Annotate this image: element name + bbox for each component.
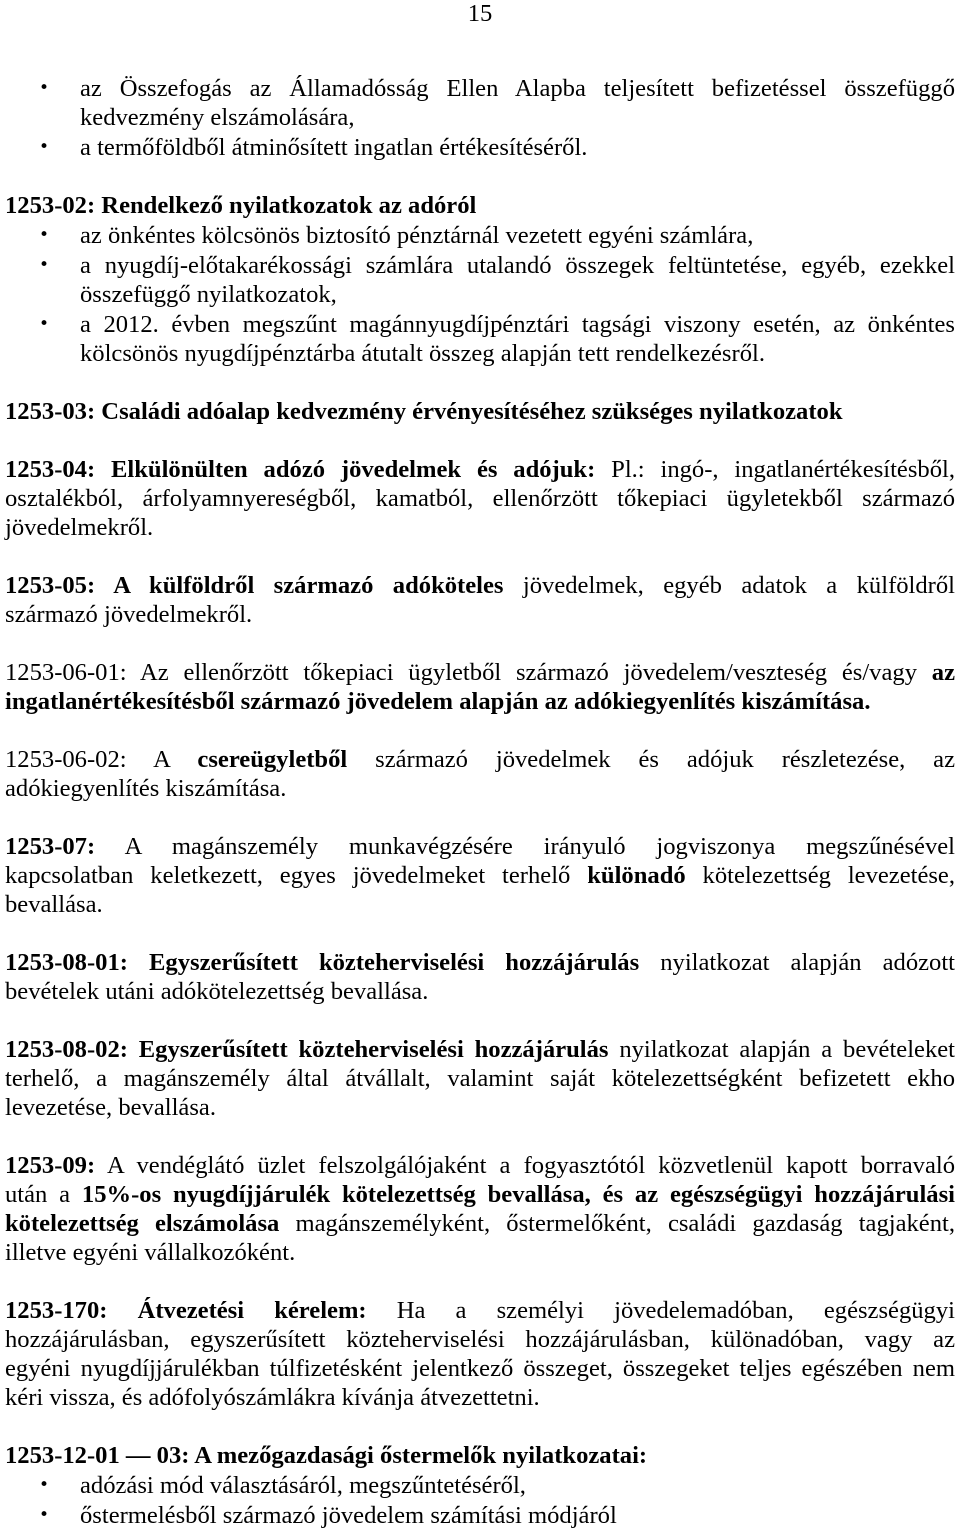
bold-text-run: 1253-08-01: Egyszerűsített közteherviselési hozzájárulás [5,949,640,976]
text-line [5,1035,955,1064]
bold-text-run: csereügyletből [197,746,348,773]
text-line [80,221,955,250]
text-line [80,1501,955,1530]
text-line [5,1180,955,1209]
text-run: kötelezettség levezetése, [685,862,955,889]
text-line [80,339,955,368]
text-run: a 2012. évben megszűnt magánnyugdíjpénztári tagsági viszony esetén, az önkéntes [80,311,955,338]
text-run: jövedelmekről. [5,514,154,541]
text-line [80,103,955,132]
section-heading [5,397,955,426]
text-run: Ha a személyi jövedelemadóban, egészségügyi [366,1297,955,1324]
list-item [5,133,955,162]
text-run: származó jövedelmek és adójuk részletezése, az [347,746,955,773]
text-run: 1253-06-02: A [5,746,198,773]
text-run: a nyugdíj-előtakarékossági számlára utalandó összegek feltüntetése, egyéb, ezekkel [80,252,955,279]
text-line [5,1093,955,1122]
text-line [5,1354,955,1383]
bold-text-run: 1253-04: Elkülönülten adózó jövedelmek és adójuk: [5,456,596,483]
text-line [5,977,955,1006]
text-line [5,455,955,484]
text-run: jövedelmek, egyéb adatok a külföldről [503,572,955,599]
text-line [5,890,955,919]
text-run: nyilatkozat alapján adózott [639,949,956,976]
text-line [5,1209,955,1238]
bold-text-run: ingatlanértékesítésből származó jövedelem alapján az adókiegyenlítés kiszámítása. [5,688,871,715]
section-heading [5,1441,955,1470]
text-line [5,745,955,774]
paragraph [5,1151,955,1267]
text-run: levezetése, bevallása. [5,1094,216,1121]
bulleted-list [5,221,955,368]
text-line [5,687,955,716]
paragraph [5,658,955,716]
bullet-icon: • [38,255,50,275]
text-run: bevételek utáni adókötelezettség bevallása. [5,978,429,1005]
text-run: bevallása. [5,891,103,918]
text-line [5,1296,955,1325]
text-line [80,133,955,162]
paragraph [5,948,955,1006]
bullet-icon: • [38,314,50,334]
text-line [5,1441,955,1470]
bold-text-run: 1253-170: Átvezetési kérelem: [5,1297,367,1324]
text-run: kapcsolatban keletkezett, egyes jövedelmeket terhelő [5,862,588,889]
text-run: adózási mód választásáról, megszűntetéséről, [80,1472,526,1499]
text-run: osztalékból, árfolyamnyereségből, kamatból, ellenőrzött tőkepiaci ügyletekből származó [5,485,955,512]
bold-text-run: 1253-12-01 — 03: A mezőgazdasági őstermelők nyilatkozatai: [5,1442,648,1469]
bold-text-run: 1253-08-02: Egyszerűsített közteherviselési hozzájárulás [5,1036,609,1063]
bold-text-run: 1253-07: [5,833,96,860]
text-run: kölcsönös nyugdíjpénztárba átutalt összeg alapján tett rendelkezésről. [80,340,765,367]
text-line [80,1471,955,1500]
text-line [5,600,955,629]
text-line [80,310,955,339]
list-item [5,251,955,309]
text-line [5,1383,955,1412]
bold-text-run: 15%-os nyugdíjjárulék kötelezettség bevallása, és az egészségügyi hozzájárulási [81,1181,955,1208]
bold-text-run: az [931,659,955,686]
section-heading [5,191,955,220]
bullet-icon: • [38,1505,50,1525]
list-item [5,1501,955,1530]
text-line [5,513,955,542]
text-line [5,1325,955,1354]
document-page [5,0,955,1530]
paragraph [5,1296,955,1412]
text-line [5,1151,955,1180]
text-run: egyéni nyugdíjjárulékban túlfizetésként jelentkező összeget, összegeket teljes egészében nem [5,1355,955,1382]
text-run: összefüggő nyilatkozatok, [80,281,337,308]
paragraph [5,832,955,919]
text-run: illetve egyéni vállalkozóként. [5,1239,296,1266]
bulleted-list [5,74,955,162]
bullet-icon: • [38,225,50,245]
paragraph [5,745,955,803]
text-run: adókiegyenlítés kiszámítása. [5,775,287,802]
text-run: származó jövedelmekről. [5,601,253,628]
text-run: A magánszemély munkavégzésére irányuló jogviszonya megszűnésével [95,833,955,860]
list-item [5,1471,955,1500]
text-line [80,74,955,103]
text-run: kéri vissza, és adófolyószámlákra kívánja átvezettetni. [5,1384,540,1411]
bulleted-list [5,1471,955,1530]
text-line [5,191,955,220]
text-run: az önkéntes kölcsönös biztosító pénztárnál vezetett egyéni számlára, [80,222,754,249]
bold-text-run: 1253-02: Rendelkező nyilatkozatok az adóról [5,192,477,219]
list-item [5,310,955,368]
text-line [5,397,955,426]
bullet-icon: • [38,78,50,98]
text-line [5,948,955,977]
text-run: kedvezmény elszámolására, [80,104,355,131]
text-line [5,1064,955,1093]
text-line [80,280,955,309]
list-item [5,221,955,250]
bold-text-run: 1253-09: [5,1152,96,1179]
text-line [80,251,955,280]
text-line [5,658,955,687]
bold-text-run: 1253-05: A külföldről származó adóköteles [5,572,504,599]
paragraph [5,1035,955,1122]
text-run: terhelő, a magánszemély által átvállalt, valamint saját kötelezettségként befizetett ekho [5,1065,955,1092]
bullet-icon: • [38,1475,50,1495]
bold-text-run: különadó [587,862,686,889]
text-run: hozzájárulásban, egyszerűsített közteherviselési hozzájárulásban, különadóban, vagy az [5,1326,955,1353]
text-line [5,774,955,803]
paragraph [5,455,955,542]
text-line [5,571,955,600]
text-line [5,484,955,513]
text-run: őstermelésből származó jövedelem számítási módjáról [80,1502,617,1529]
text-run: nyilatkozat alapján a bevételeket [608,1036,955,1063]
text-run: A vendéglátó üzlet felszolgálójaként a fogyasztótól közvetlenül kapott borravaló [95,1152,955,1179]
bold-text-run: 1253-03: Családi adóalap kedvezmény érvényesítéséhez szükséges nyilatkozatok [5,398,843,425]
text-run: magánszemélyként, őstermelőként, családi gazdaság tagjaként, [279,1210,955,1237]
page-number: 15 [467,0,493,27]
paragraph [5,571,955,629]
text-run: 1253-06-01: Az ellenőrzött tőkepiaci ügyletből származó jövedelem/veszteség és/vagy [5,659,932,686]
list-item [5,74,955,132]
bold-text-run: kötelezettség elszámolása [5,1210,280,1237]
text-line [5,1238,955,1267]
bullet-icon: • [38,137,50,157]
text-run: Pl.: ingó-, ingatlanértékesítésből, [595,456,955,483]
text-run: után a [5,1181,82,1208]
text-line [5,832,955,861]
text-line [5,861,955,890]
text-run: az Összefogás az Államadósság Ellen Alapba teljesített befizetéssel összefüggő [80,75,955,102]
text-run: a termőföldből átminősített ingatlan értékesítéséről. [80,134,588,161]
